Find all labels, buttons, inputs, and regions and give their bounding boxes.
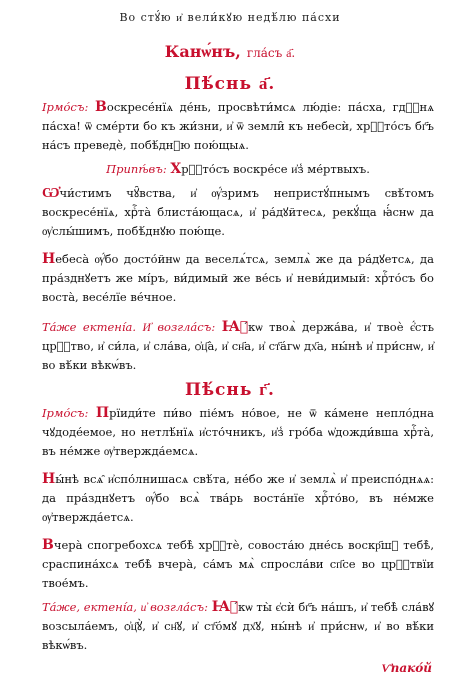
ode-1-troparion-1 bbox=[42, 184, 434, 241]
drop-initial: П bbox=[95, 405, 110, 421]
ode-3-exclamation bbox=[42, 598, 434, 655]
troparion-text: чера̀ спогребохсѧ тебѣ̀ хрⷭ҇тѐ, совоста́ю дне́сь воскр҃шꙋ тебѣ̀, сраспина́хсѧ тебѣ̀ вчера̀, са́мъ мѧ̀ спросла́ви сп҃се во црⷭ҇твїи твое́мъ. bbox=[42, 538, 434, 590]
drop-initial: Н bbox=[42, 471, 56, 487]
ode-1-troparion-2 bbox=[42, 250, 434, 307]
ode-1-exclamation bbox=[42, 318, 434, 375]
irmos-label: Ірмо́съ: bbox=[42, 100, 89, 114]
drop-initial: Х bbox=[170, 161, 182, 177]
irmos-label: Ірмо́съ: bbox=[42, 406, 89, 420]
exclamation-text: ́кѡ твоѧ̀ держа́ва, и҆ твоѐ є҆́сть црⷭ҇тво, и҆ си́ла, и҆ сла́ва, ѻ҆ц҃а̀, и҆ сн҃а, и҆ ст҃а́гѡ дх҃а, ны́нѣ и҆ при́снѡ, и҆ во вѣ́ки вѣкѡ́въ. bbox=[42, 320, 434, 372]
troparion-text: ы́нѣ всѧ̑ и҆спо́лнишасѧ свѣ́та, не́бо же и҆ землѧ̀ и҆ преиспо́днѧѧ: да пра́зднꙋетъ ѹ҆́бо всѧ̀ тва́рь воста́нїе хрⷭ҇то́во, въ не́мже ѹ҆твержда́етсѧ. bbox=[42, 472, 434, 524]
irmos-text: рїиди́те пи́во піе́мъ но́вое, не ѿ ка́мене непло́дна чꙋдоде́емое, но нетлѣ́нїѧ и҆сто́чникъ, и҆з̾ гро́ба ѡ҆дожди́вша хрⷭ҇та̀, въ не́мже ѹ҆твержда́емсѧ. bbox=[42, 406, 434, 458]
drop-initial: Ꙗ҆ bbox=[211, 599, 239, 615]
ode-3-irmos bbox=[42, 404, 434, 461]
litany-label: Та́же, ектені́а, и҆ возгла́съ: bbox=[42, 600, 208, 614]
ode-3-troparion-2 bbox=[42, 536, 434, 593]
ode-3-troparion-1 bbox=[42, 470, 434, 527]
refrain-text: рⷭ҇то́съ воскре́се и҆з̾ ме́ртвыхъ. bbox=[181, 162, 370, 176]
canon-title bbox=[0, 42, 460, 62]
next-section-catchword: Ѵ҆пако́й bbox=[381, 661, 432, 675]
drop-initial: В bbox=[42, 537, 54, 553]
canon-title-text: Канѡ́нъ, bbox=[164, 42, 241, 61]
irmos-text: оскресе́нїѧ де́нь, просвѣти́мсѧ лю́діе: па́сха, гдⷭ҇нѧ па́сха! ѿ сме́рти бо къ жи́зни, и҆ ѿ земли̑ къ небесѝ, хрⷭ҇то́съ бг҃ъ на́съ преведѐ, побѣ́днꙋю пою́щыѧ. bbox=[42, 100, 435, 152]
drop-initial: В bbox=[95, 99, 107, 115]
ode-1-irmos bbox=[42, 98, 434, 155]
ode-1-refrain bbox=[42, 160, 434, 179]
drop-initial: Н bbox=[42, 251, 56, 267]
ode-1-title: Пѣ́снь а҃. bbox=[184, 74, 276, 94]
drop-initial: Ѡ҆ bbox=[42, 185, 60, 201]
troparion-text: ебеса̀ ѹ҆́бо досто́йнѡ да веселѧ́тсѧ, землѧ̀ же да ра́дꙋетсѧ, да пра́зднꙋетъ же мі́ръ, ви́димый же ве́сь и҆ неви́димый: хрⷭ҇то́съ бо воста̀, весе́лїе ве́чное. bbox=[42, 252, 434, 304]
litany-label: Та́же ектені́а. И҆ возгла́съ: bbox=[42, 320, 216, 334]
canon-tone: гла́съ а҃. bbox=[246, 46, 296, 60]
running-head: Во стꙋ́ю и҆ вели́кꙋю недѣ́лю па́схи bbox=[119, 11, 341, 24]
ode-3-title: Пѣ́снь г҃. bbox=[185, 380, 275, 400]
refrain-label: Припѣ́въ: bbox=[106, 162, 167, 176]
drop-initial: Ꙗ҆ bbox=[221, 319, 249, 335]
troparion-text: чи́стимъ чꙋ̑вства, и҆ ѹ҆́зримъ непристꙋ́пнымъ свѣ́томъ воскресе́нїѧ, хрⷭ҇та̀ блиста́ющасѧ, и҆ ра́дꙋйтесѧ, рекꙋ́ща ꙗ҆́снѡ да ѹ҆слы́шимъ, побѣ́днꙋю пою́ще. bbox=[42, 186, 434, 238]
exclamation-text: ́кѡ ты̀ є҆сѝ бг҃ъ на́шъ, и҆ тебѣ̀ сла́вꙋ возсыла́емъ, ѻ҆ц҃ꙋ̀, и҆ сн҃ꙋ, и҆ ст҃о́мꙋ дх҃ꙋ, ны́нѣ и҆ при́снѡ, и҆ во вѣ́ки вѣкѡ́въ. bbox=[42, 600, 434, 652]
